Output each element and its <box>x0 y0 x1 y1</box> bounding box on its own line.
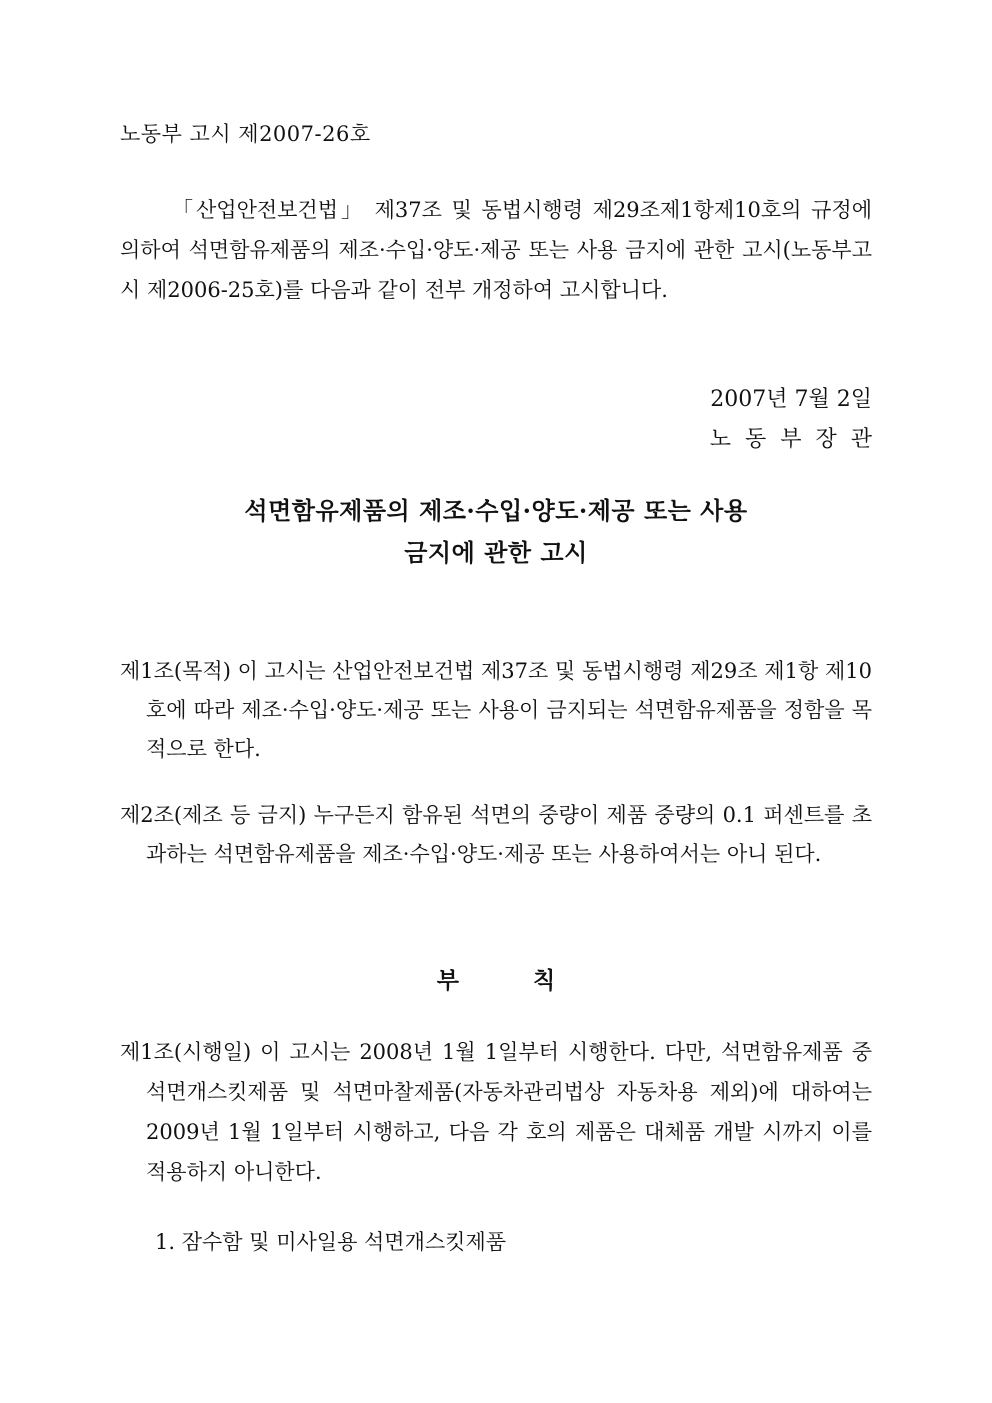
supplementary-article-1-effective-date: 제1조(시행일) 이 고시는 2008년 1월 1일부터 시행한다. 다만, 석면함유제품 중 석면개스킷제품 및 석면마찰제품(자동차관리법상 자동차용 제외)에 대하여는 2009년 1월 1일부터 시행하고, 다음 각 호의 제품은 대체품 개발 시까지 이를 적용하지 아니한다. <box>120 1040 872 1184</box>
notice-title <box>120 490 872 574</box>
issue-date: 2007년 7월 2일 <box>710 387 872 412</box>
supplementary-heading: 부 칙 <box>436 967 556 994</box>
intro-paragraph: 「산업안전보건법」 제37조 및 동법시행령 제29조제1항제10호의 규정에 의하여 석면함유제품의 제조·수입·양도·제공 또는 사용 금지에 관한 고시(노동부고시 제2006-25호)를 다음과 같이 전부 개정하여 고시합니다. <box>120 198 872 302</box>
notice-title-line-1: 석면함유제품의 제조·수입·양도·제공 또는 사용 <box>244 496 748 525</box>
issuer-title: 노동부장관 <box>709 427 886 452</box>
exemption-item-1: 1. 잠수함 및 미사일용 석면개스킷제품 <box>155 1230 507 1254</box>
article-2-prohibition: 제2조(제조 등 금지) 누구든지 함유된 석면의 중량이 제품 중량의 0.1 퍼센트를 초과하는 석면함유제품을 제조·수입·양도·제공 또는 사용하여서는 아니 된다. <box>120 803 872 866</box>
notice-title-line-2: 금지에 관한 고시 <box>404 538 588 567</box>
article-1-purpose: 제1조(목적) 이 고시는 산업안전보건법 제37조 및 동법시행령 제29조 제1항 제10호에 따라 제조·수입·양도·제공 또는 사용이 금지되는 석면함유제품을 정함을 목적으로 한다. <box>120 659 872 761</box>
notice-number: 노동부 고시 제2007-26호 <box>120 122 371 146</box>
